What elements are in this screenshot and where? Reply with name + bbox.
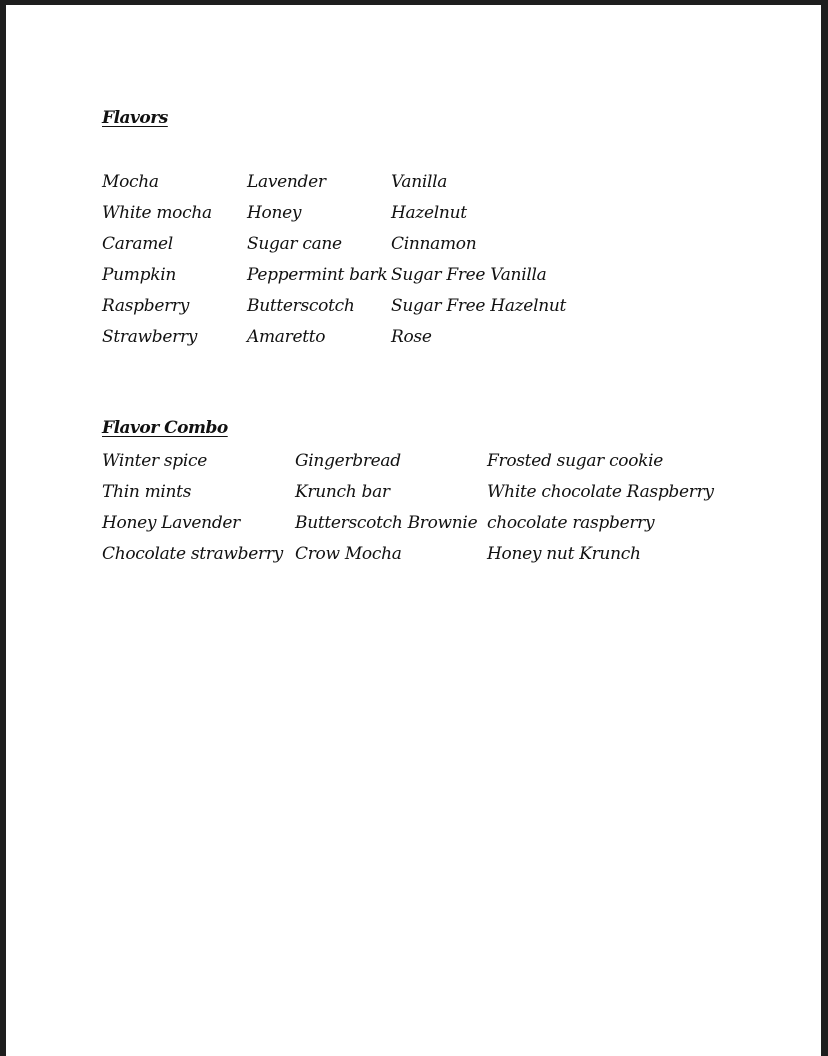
combo-item: Honey nut Krunch <box>487 544 641 564</box>
flavor-item: Cinnamon <box>391 234 477 254</box>
flavor-item: Sugar Free Vanilla <box>391 265 547 285</box>
combo-item: Butterscotch Brownie <box>295 513 478 533</box>
flavors-column-2 <box>247 171 387 357</box>
flavor-combo-column-2 <box>295 450 477 574</box>
combo-item: Frosted sugar cookie <box>487 451 664 471</box>
flavor-item: Sugar cane <box>247 234 342 254</box>
combo-item: Honey Lavender <box>102 513 240 533</box>
flavor-item: Sugar Free Hazelnut <box>391 296 567 316</box>
document-page <box>6 5 821 1056</box>
combo-item: Crow Mocha <box>295 544 402 564</box>
combo-item: Gingerbread <box>295 451 401 471</box>
combo-item: chocolate raspberry <box>487 513 655 533</box>
flavor-item: White mocha <box>102 203 212 223</box>
flavor-item: Hazelnut <box>391 203 467 223</box>
combo-item: White chocolate Raspberry <box>487 482 714 502</box>
combo-item: Chocolate strawberry <box>102 544 283 564</box>
flavor-item: Raspberry <box>102 296 190 316</box>
flavor-combo-column-1 <box>102 450 283 574</box>
flavor-combo-heading: Flavor Combo <box>102 418 228 438</box>
flavor-item: Vanilla <box>391 172 448 192</box>
flavors-column-3 <box>391 171 566 357</box>
flavors-heading: Flavors <box>102 108 168 128</box>
flavor-item: Mocha <box>102 172 159 192</box>
document-content <box>6 5 821 1056</box>
flavor-item: Peppermint bark <box>247 265 388 285</box>
flavor-item: Caramel <box>102 234 173 254</box>
combo-item: Krunch bar <box>295 482 390 502</box>
flavor-item: Rose <box>391 327 432 347</box>
flavor-item: Amaretto <box>247 327 326 347</box>
flavor-item: Strawberry <box>102 327 198 347</box>
flavors-column-1 <box>102 171 212 357</box>
combo-item: Thin mints <box>102 482 192 502</box>
flavor-item: Pumpkin <box>102 265 176 285</box>
flavor-item: Lavender <box>247 172 326 192</box>
flavor-item: Honey <box>247 203 302 223</box>
combo-item: Winter spice <box>102 451 208 471</box>
flavor-item: Butterscotch <box>247 296 355 316</box>
flavor-combo-column-3 <box>487 450 714 574</box>
